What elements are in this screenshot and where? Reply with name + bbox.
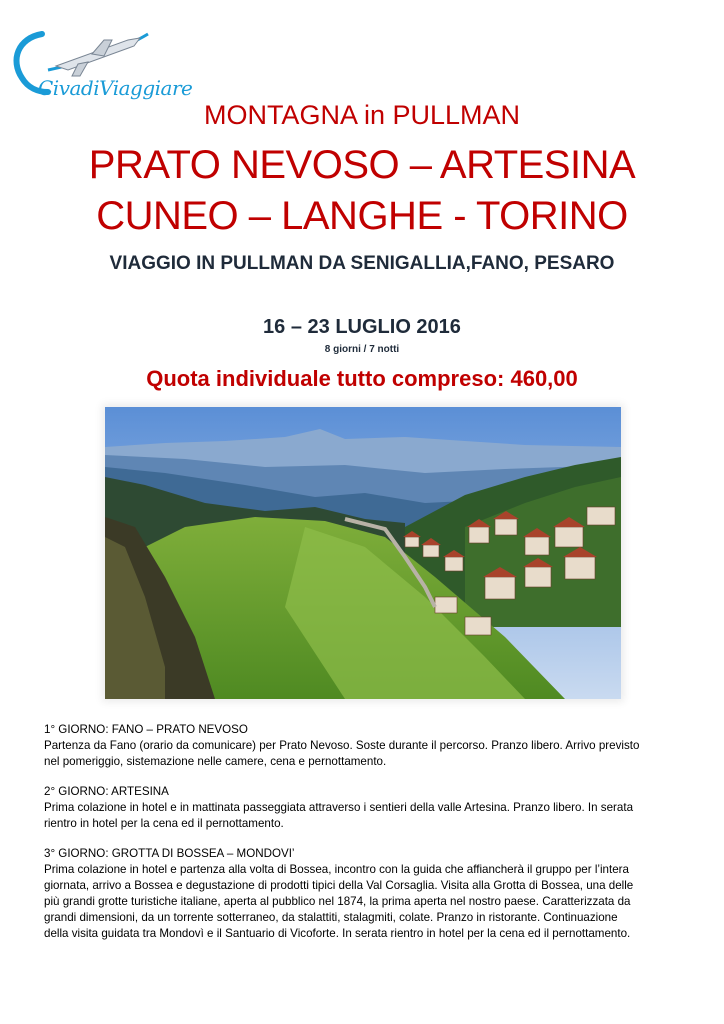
day-description-line: Partenza da Fano (orario da comunicare) per Prato Nevoso. Soste durante il percorso. Pranzo libero. Arrivo previsto: [44, 739, 640, 752]
trip-subtitle: VIAGGIO IN PULLMAN DA SENIGALLIA,FANO, PESARO: [109, 253, 615, 274]
trip-price: Quota individuale tutto compreso: 460,00: [146, 366, 578, 391]
day-description-line: rientro in hotel per la cena ed il pernottamento.: [44, 817, 284, 830]
day-description-line: Prima colazione in hotel e partenza alla volta di Bossea, incontro con la guida che affiancherà il gruppo per l’intera: [44, 863, 629, 876]
day-title: 2° GIORNO: ARTESINA: [44, 785, 169, 798]
day-section: [44, 784, 684, 832]
mountain-landscape-photo: [105, 407, 621, 699]
page-title-line-1: PRATO NEVOSO – ARTESINA: [88, 143, 636, 187]
trip-dates: 16 – 23 LUGLIO 2016: [263, 316, 461, 338]
day-section: [44, 722, 684, 770]
day-description-line: giornata, arrivo a Bossea e degustazione di prodotti tipici della Val Corsaglia. Visita alla Grotta di Bossea, una delle: [44, 879, 634, 892]
day-section: [44, 846, 684, 942]
trip-duration: 8 giorni / 7 notti: [324, 344, 400, 355]
page-title-line-2: CUNEO – LANGHE - TORINO: [96, 194, 628, 238]
page-kicker: MONTAGNA in PULLMAN: [203, 100, 521, 130]
day-description-line: Prima colazione in hotel e in mattinata passeggiata attraverso i sentieri della valle Artesina. Pranzo libero. In serata: [44, 801, 634, 814]
company-logo: [8, 26, 208, 98]
day-title: 1° GIORNO: FANO – PRATO NEVOSO: [44, 723, 248, 736]
day-description-line: nel pomeriggio, sistemazione nelle camere, cena e pernottamento.: [44, 755, 387, 768]
day-description-line: più grandi grotte turistiche italiane, aperta al pubblico nel 1874, la prima aperta nel nostro paese. Caratterizzata da: [44, 895, 631, 908]
day-description-line: della visita guidata tra Mondovì e il Santuario di Vicoforte. In serata rientro in hotel per la cena ed il pernottamento.: [44, 927, 631, 940]
itinerary: [44, 722, 684, 956]
day-description-line: grandi dimensioni, da un torrente sotterraneo, da stalattiti, stalagmiti, colate. Pranzo in ristorante. Continuazione: [44, 911, 618, 924]
logo-text: CivadiViaggiare: [38, 76, 193, 100]
day-title: 3° GIORNO: GROTTA DI BOSSEA – MONDOVI’: [44, 847, 295, 860]
